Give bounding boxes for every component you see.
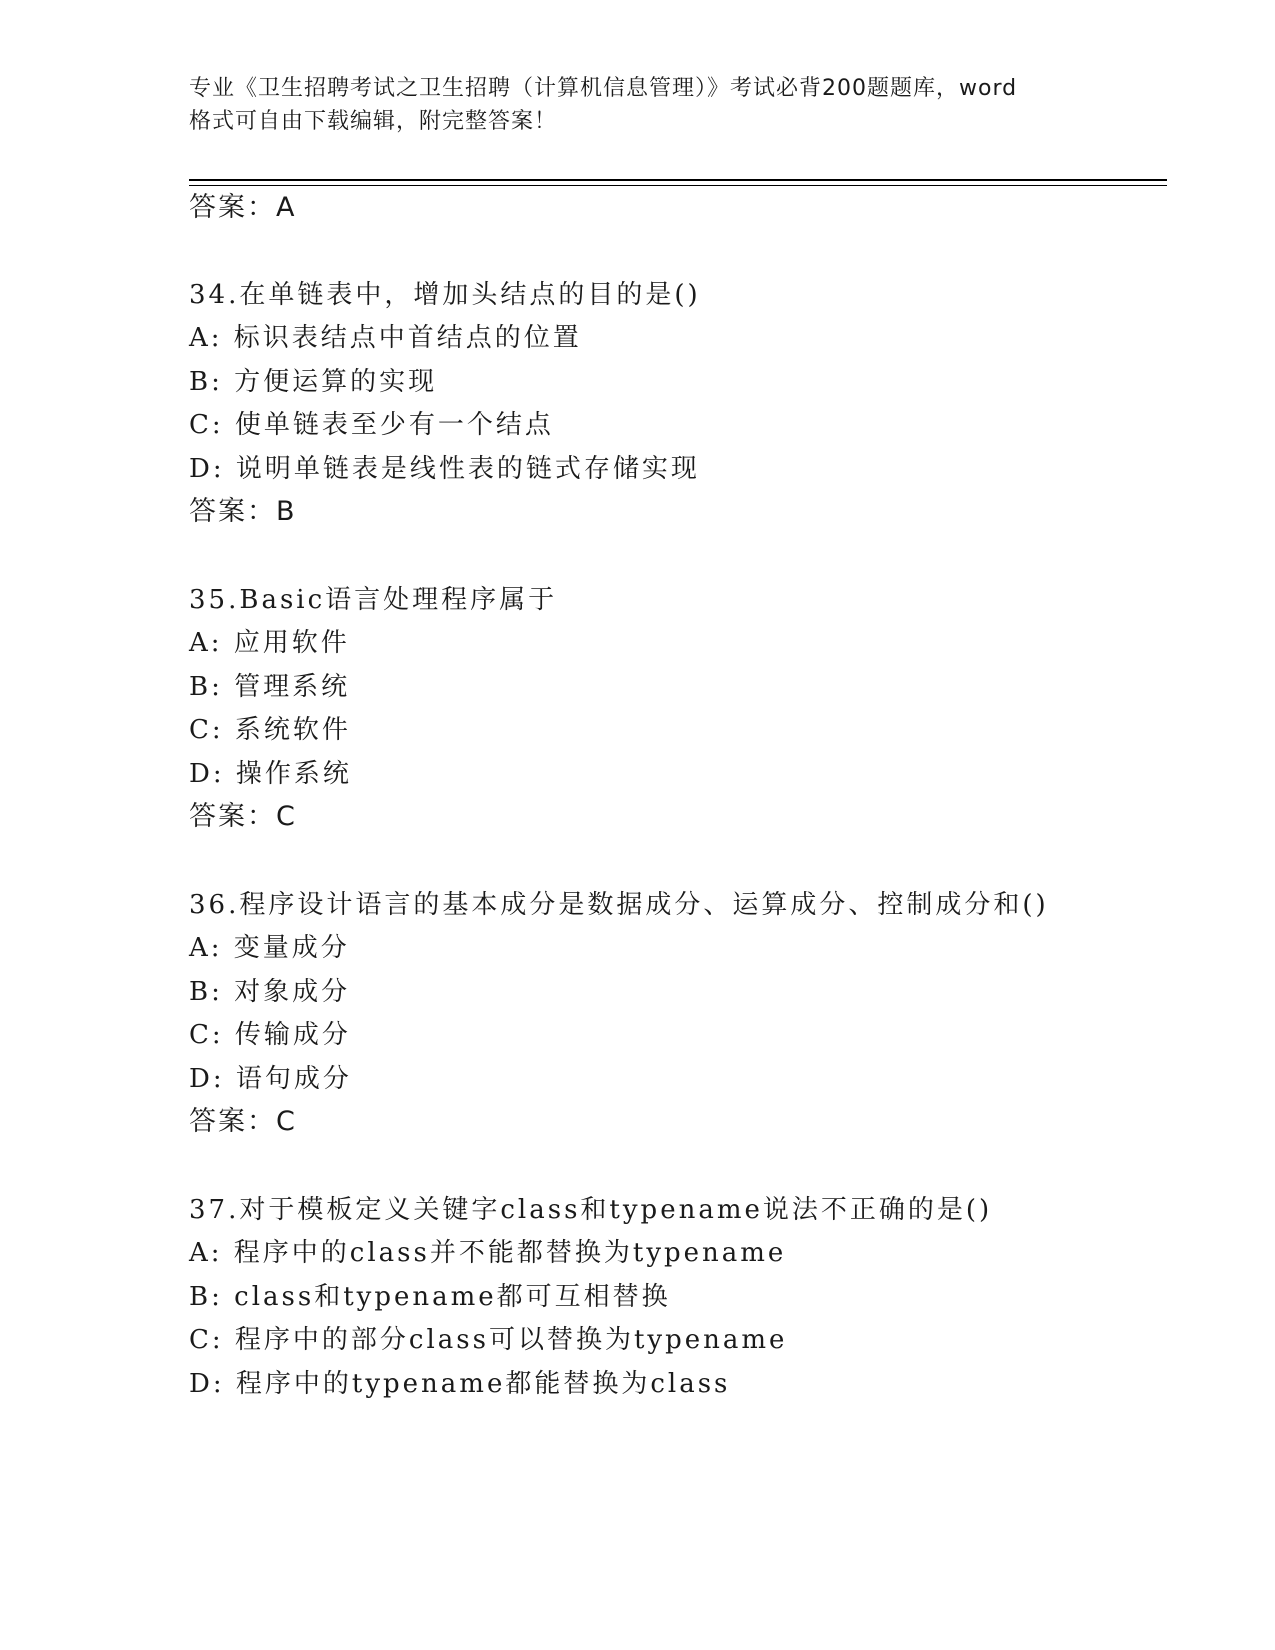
option-c: C: 传输成分 xyxy=(189,1020,351,1050)
option-c: C: 系统软件 xyxy=(189,715,351,745)
option-b: B: 方便运算的实现 xyxy=(189,367,438,397)
option-d: D: 说明单链表是线性表的链式存储实现 xyxy=(189,454,700,484)
option-c: C: 程序中的部分class可以替换为typename xyxy=(189,1325,788,1355)
question-stem: 35.Basic语言处理程序属于 xyxy=(189,585,558,615)
option-a: A: 标识表结点中首结点的位置 xyxy=(189,323,582,353)
header-line-1: 专业《卫生招聘考试之卫生招聘（计算机信息管理）》考试必背200题题库，word xyxy=(189,76,1018,101)
option-b: B: class和typename都可互相替换 xyxy=(189,1282,671,1312)
answer: 答案：C xyxy=(189,801,297,832)
option-d: D: 程序中的typename都能替换为class xyxy=(189,1369,731,1399)
option-a: A: 应用软件 xyxy=(189,628,350,658)
header-divider-thick xyxy=(189,179,1167,181)
answer: 答案：C xyxy=(189,1106,297,1137)
option-b: B: 对象成分 xyxy=(189,977,351,1007)
option-a: A: 程序中的class并不能都替换为typename xyxy=(189,1238,787,1268)
question-stem: 36.程序设计语言的基本成分是数据成分、运算成分、控制成分和() xyxy=(189,890,1049,920)
option-d: D: 语句成分 xyxy=(189,1064,352,1094)
option-d: D: 操作系统 xyxy=(189,759,352,789)
answer-q33: 答案：A xyxy=(189,192,297,223)
option-c: C: 使单链表至少有一个结点 xyxy=(189,410,554,440)
question-stem: 37.对于模板定义关键字class和typename说法不正确的是() xyxy=(189,1195,993,1225)
header-line-2: 格式可自由下载编辑，附完整答案！ xyxy=(189,109,558,134)
header-divider-thin xyxy=(189,185,1167,186)
document-header xyxy=(189,72,1089,138)
answer: 答案：B xyxy=(189,496,297,527)
option-a: A: 变量成分 xyxy=(189,933,350,963)
question-stem: 34.在单链表中，增加头结点的目的是() xyxy=(189,280,701,310)
option-b: B: 管理系统 xyxy=(189,672,351,702)
